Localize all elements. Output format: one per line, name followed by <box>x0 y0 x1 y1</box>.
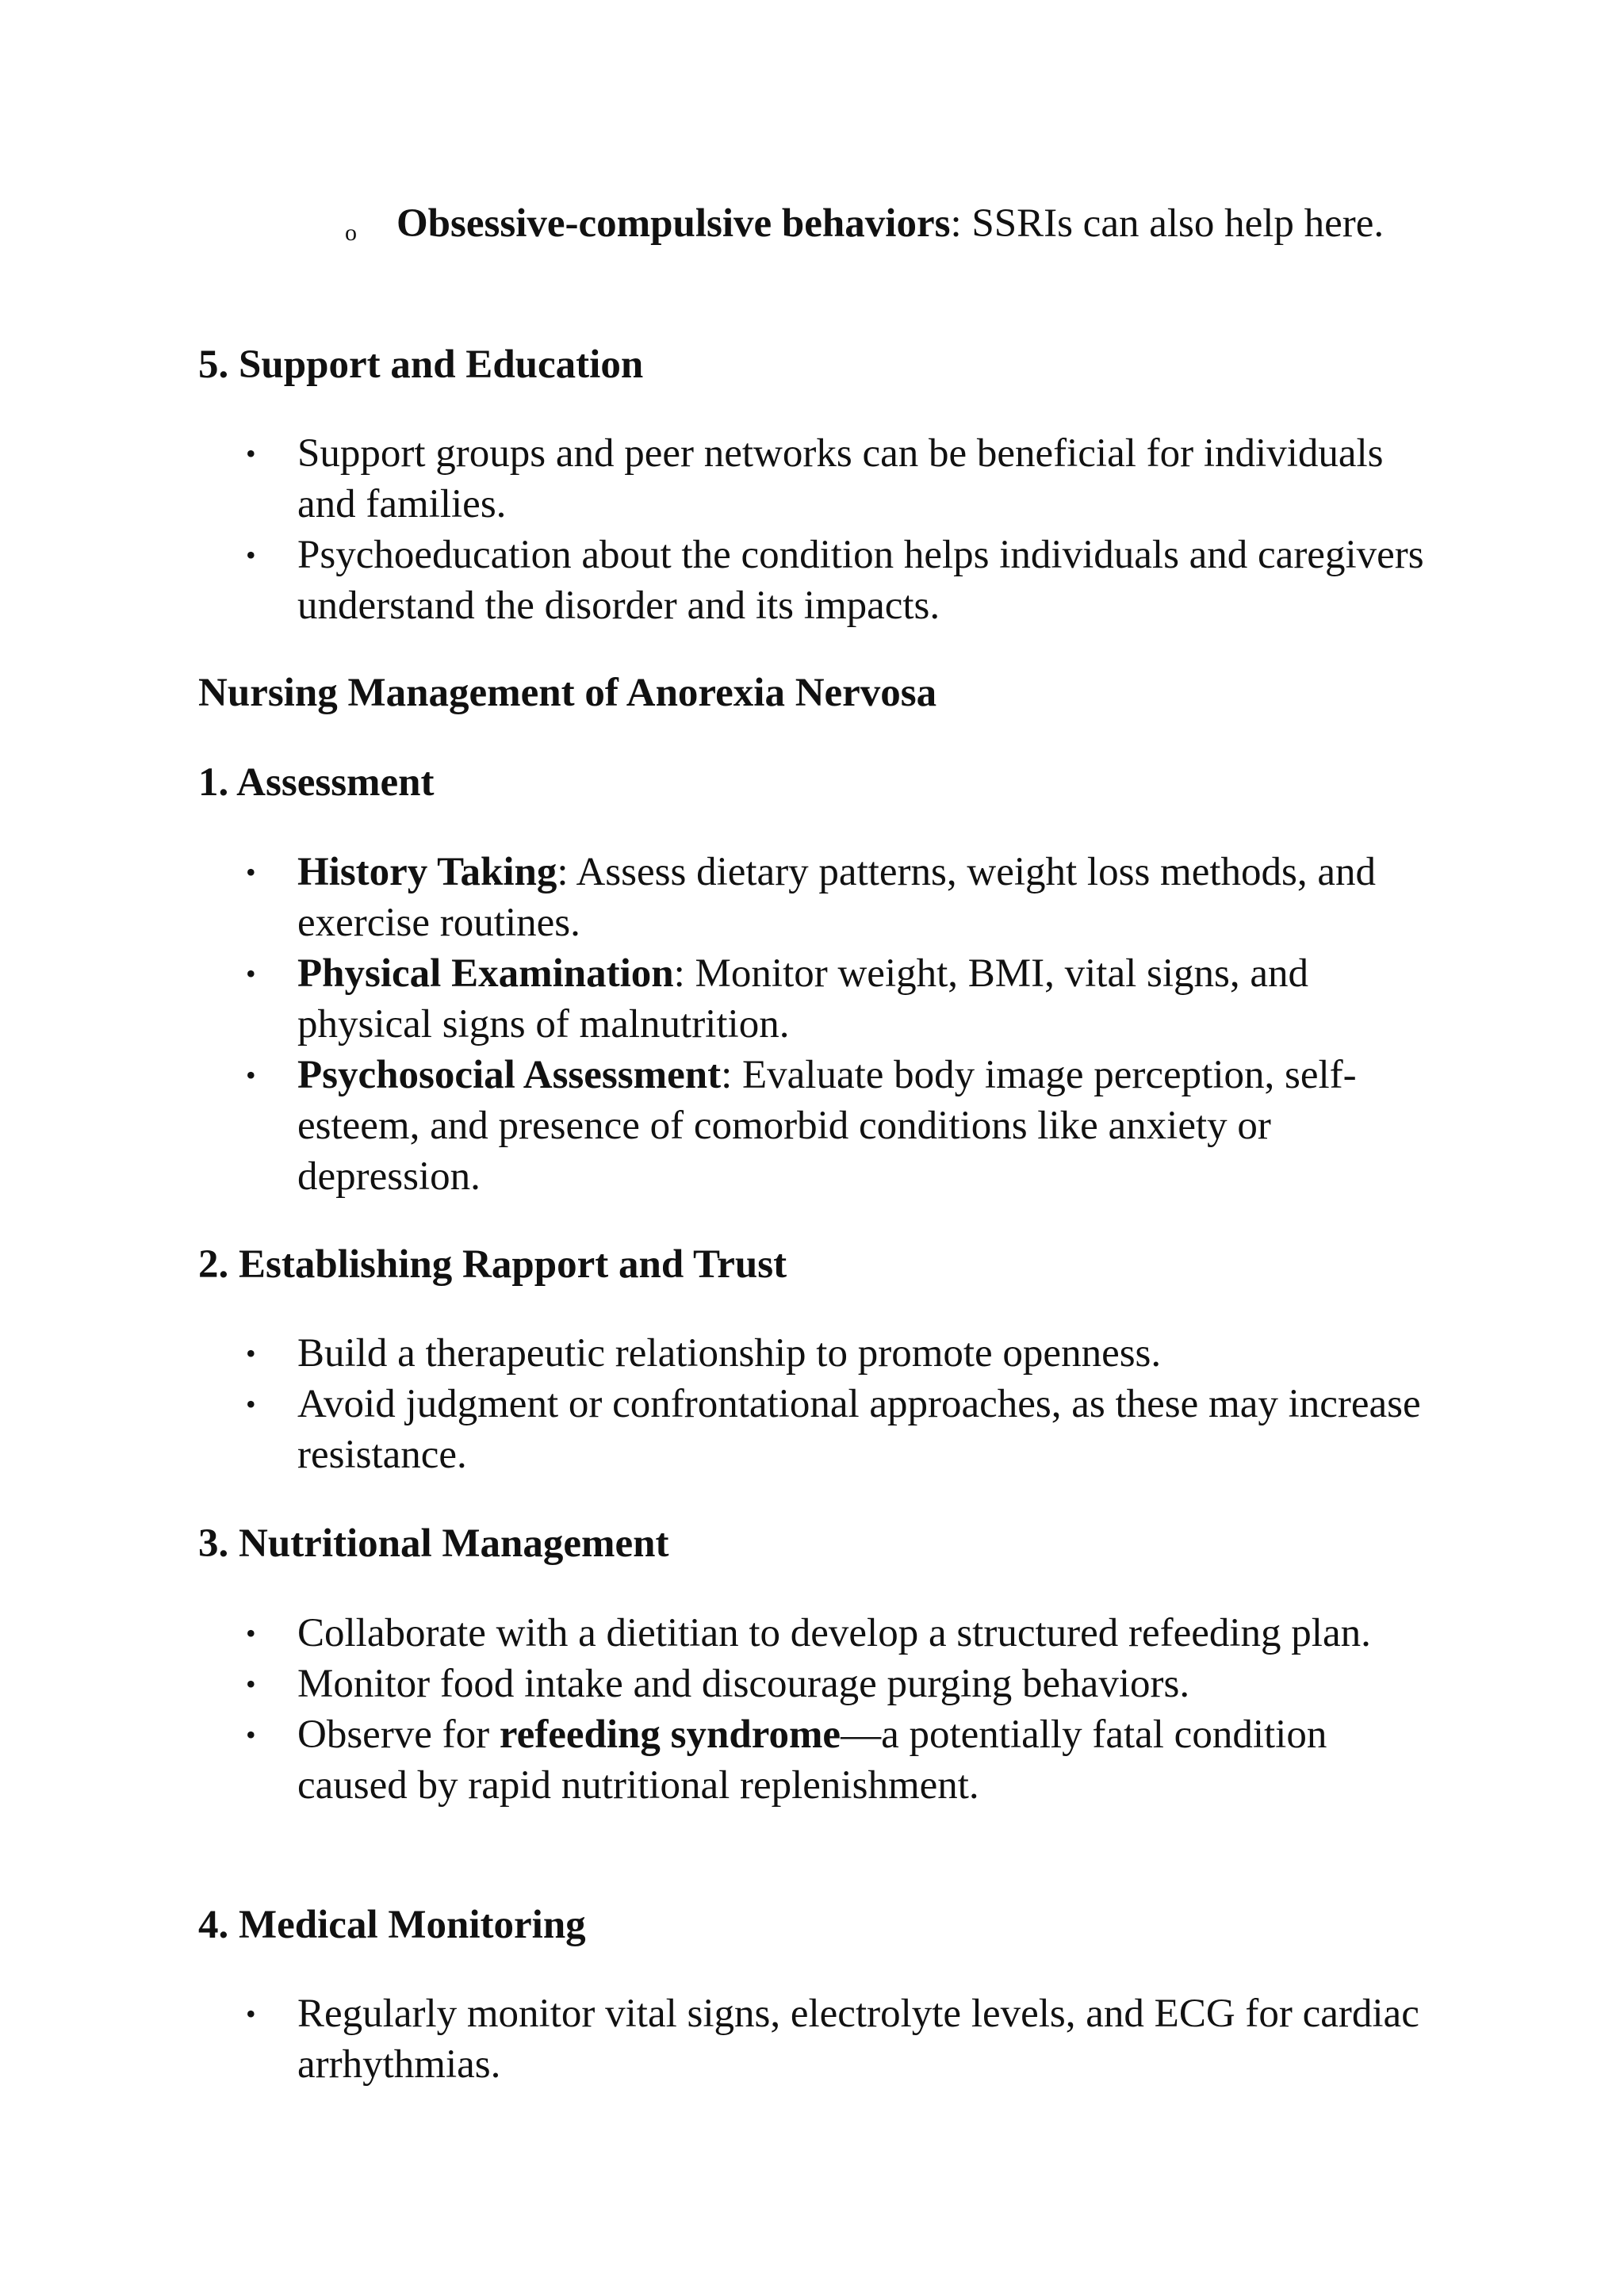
list-item <box>198 1379 1435 1480</box>
bullet-icon: • <box>246 856 256 888</box>
list-item <box>198 948 1435 1050</box>
item-text: Collaborate with a dietitian to develop a structured refeeding plan. <box>297 1611 1371 1655</box>
item-text: —a potentially fatal condition caused by rapid nutritional replenishment. <box>297 1712 1327 1808</box>
bullet-icon: • <box>246 1059 256 1091</box>
item-description: : SSRIs can also help here. <box>950 201 1385 246</box>
bullet-icon: • <box>246 1337 256 1369</box>
list-item <box>198 1328 1435 1379</box>
section-heading: 1. Assessment <box>198 760 435 805</box>
bullet-list <box>198 1608 1435 1811</box>
list-item <box>198 428 1435 530</box>
list-item <box>198 1659 1435 1709</box>
circle-bullet-icon: o <box>345 220 357 246</box>
item-text: : Assess dietary patterns, weight loss methods, and exercise routines. <box>297 850 1377 945</box>
section-heading: 3. Nutritional Management <box>198 1521 669 1566</box>
bold-term: Physical Examination <box>297 951 674 996</box>
item-text: Observe for <box>297 1712 500 1757</box>
bold-term: History Taking <box>297 850 557 894</box>
bullet-icon: • <box>246 539 256 571</box>
bullet-list <box>198 847 1435 1202</box>
list-item <box>198 1988 1435 2090</box>
list-item <box>198 1709 1435 1811</box>
item-text: Regularly monitor vital signs, electrolyte levels, and ECG for cardiac arrhythmias. <box>297 1992 1419 2087</box>
bullet-icon: • <box>246 958 256 989</box>
item-text: Monitor food intake and discourage purging behaviors. <box>297 1662 1190 1706</box>
sub-list-item <box>198 198 1435 249</box>
item-text: Support groups and peer networks can be beneficial for individuals and families. <box>297 431 1384 526</box>
bold-term: Obsessive-compulsive behaviors <box>396 201 951 246</box>
bullet-icon: • <box>246 1668 256 1700</box>
section-heading: 2. Establishing Rapport and Trust <box>198 1242 787 1287</box>
bold-term: Psychosocial Assessment <box>297 1053 722 1097</box>
section-heading: 5. Support and Education <box>198 342 644 387</box>
item-text: : Evaluate body image perception, self-esteem, and presence of comorbid conditions like anxiety or depression. <box>297 1053 1357 1199</box>
section-heading: 4. Medical Monitoring <box>198 1903 586 1947</box>
bullet-icon: • <box>246 1388 256 1420</box>
document-heading: Nursing Management of Anorexia Nervosa <box>198 671 937 715</box>
item-text: Psychoeducation about the condition helps individuals and caregivers understand the disorder and its impacts. <box>297 533 1424 628</box>
item-text: Build a therapeutic relationship to promote openness. <box>297 1331 1162 1376</box>
sub-list-item-text <box>198 198 1435 249</box>
list-item <box>198 1050 1435 1202</box>
bullet-icon: • <box>246 1998 256 2030</box>
bullet-icon: • <box>246 1719 256 1751</box>
bullet-icon: • <box>246 1617 256 1649</box>
bullet-list <box>198 1328 1435 1480</box>
bullet-list <box>198 1988 1435 2090</box>
bullet-list <box>198 428 1435 631</box>
list-item <box>198 1608 1435 1659</box>
item-text: : Monitor weight, BMI, vital signs, and physical signs of malnutrition. <box>297 951 1309 1047</box>
item-text: Avoid judgment or confrontational approaches, as these may increase resistance. <box>297 1382 1421 1477</box>
list-item <box>198 847 1435 948</box>
list-item <box>198 530 1435 631</box>
bold-term: refeeding syndrome <box>499 1712 841 1757</box>
bullet-icon: • <box>246 438 256 469</box>
